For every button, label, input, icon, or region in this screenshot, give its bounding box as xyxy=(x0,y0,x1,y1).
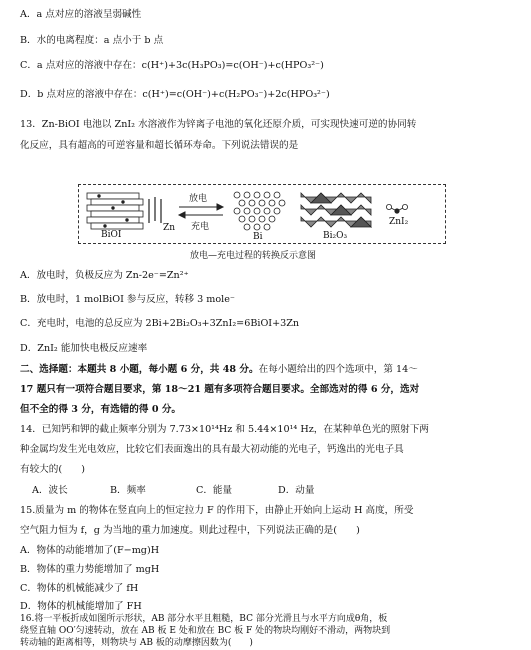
q13-option-d: D．ZnI₂ 能加快电极反应速率 xyxy=(20,343,148,354)
q14-stem-line2: 种金属均发生光电效应，比较它们表面逸出的具有最大初动能的光电子，钙逸出的光电子具 xyxy=(20,444,404,455)
q12-option-a: A．a 点对应的溶液呈弱碱性 xyxy=(20,9,142,20)
section2-line1 xyxy=(20,363,418,377)
q14-option-b: B．频率 xyxy=(110,485,146,496)
label-zn: Zn xyxy=(163,223,176,233)
q14-option-c: C．能量 xyxy=(196,485,233,496)
q14-stem-line3: 有较大的( ) xyxy=(20,464,86,475)
q15-stem-line2: 空气阻力恒为 f，g 为当地的重力加速度。则此过程中，下列说法正确的是( ) xyxy=(20,525,360,536)
q13-option-c: C．充电时，电池的总反应为 2Bi+2Bi₂O₃+3ZnI₂=6BiOI+3Zn xyxy=(20,318,300,329)
diagram-caption: 放电—充电过程的转换反示意图 xyxy=(190,251,317,261)
q13-option-a: A．放电时，负极反应为 Zn-2e⁻=Zn²⁺ xyxy=(20,270,189,281)
battery-conversion-diagram xyxy=(78,184,446,244)
section2-title: 二、选择题：本题共 8 小题，每小题 6 分，共 48 分。 xyxy=(20,364,259,375)
q15-option-d: D．物体的机械能增加了 FH xyxy=(20,601,142,612)
section2-line2: 17 题只有一项符合题目要求，第 18～21 题有多项符合题目要求。全部选对的得 6 分，选对 xyxy=(20,384,420,395)
diagram-svg xyxy=(79,185,447,245)
q16-stem-line3: 转动轴的距离相等，则物块与 AB 板的动摩擦因数为( ) xyxy=(20,638,253,648)
label-bioi: BiOI xyxy=(101,230,122,240)
q12-option-c xyxy=(20,59,324,73)
q12-option-c-prefix: C．a 点对应的溶液中存在： xyxy=(20,60,142,71)
label-charge: 充电 xyxy=(191,222,210,232)
q16-stem-line1: 16.将一平板折成如图所示形状，AB 部分水平且粗糙，BC 部分光滑且与水平方向成θ角，板 xyxy=(20,614,388,624)
section2-line3: 但不全的得 3 分，有选错的得 0 分。 xyxy=(20,404,182,415)
q14-stem-line1: 14．已知钙和钾的截止频率分别为 7.73×10¹⁴Hz 和 5.44×10¹⁴ Hz，在某种单色光的照射下两 xyxy=(20,424,429,435)
q16-stem-line2: 绕竖直轴 OO′匀速转动，放在 AB 板 E 处和放在 BC 板 F 处的物块均刚好不滑动，两物块到 xyxy=(20,626,391,636)
q12-option-b: B．水的电离程度：a 点小于 b 点 xyxy=(20,35,164,46)
q14-option-a: A．波长 xyxy=(32,485,68,496)
bi2o3-structure xyxy=(301,193,371,227)
q15-option-a: A．物体的动能增加了(F−mg)H xyxy=(20,545,160,556)
q12-option-c-expr: c(H⁺)+3c(H₃PO₃)=c(OH⁻)+c(HPO₃²⁻) xyxy=(141,60,324,71)
q15-option-c: C．物体的机械能减少了 fH xyxy=(20,583,139,594)
q13-stem-line1: 13．Zn-BiOI 电池以 ZnI₂ 水溶液作为锌离子电池的氧化还原介质，可实现快速可逆的协同转 xyxy=(20,119,417,130)
q12-option-d-expr: c(H⁺)=c(OH⁻)+c(H₂PO₃⁻)+2c(HPO₃²⁻) xyxy=(142,89,330,100)
zn-sticks xyxy=(149,197,161,223)
bioi-structure xyxy=(87,193,143,229)
zni2-molecule xyxy=(386,204,407,213)
label-bi: Bi xyxy=(253,232,263,242)
q12-option-d-prefix: D．b 点对应的溶液中存在： xyxy=(20,89,143,100)
q13-stem-line2: 化反应，具有超高的可逆容量和超长循环寿命。下列说法错误的是 xyxy=(20,140,299,151)
label-discharge: 放电 xyxy=(189,194,208,204)
q13-option-b: B．放电时，1 molBiOI 参与反应，转移 3 mole⁻ xyxy=(20,294,235,305)
label-bi2o3: Bi₂O₃ xyxy=(323,231,348,241)
reaction-arrows xyxy=(179,204,223,218)
q12-option-d xyxy=(20,88,330,102)
section2-line1-tail: 在每小题给出的四个选项中，第 14～ xyxy=(258,364,418,375)
bi-particles xyxy=(234,192,285,230)
q14-option-d: D．动量 xyxy=(278,485,315,496)
label-zni2: ZnI₂ xyxy=(389,217,409,227)
q15-stem-line1: 15.质量为 m 的物体在竖直向上的恒定拉力 F 的作用下，由静止开始向上运动 H 高度，所受 xyxy=(20,505,414,516)
q15-option-b: B．物体的重力势能增加了 mgH xyxy=(20,564,160,575)
